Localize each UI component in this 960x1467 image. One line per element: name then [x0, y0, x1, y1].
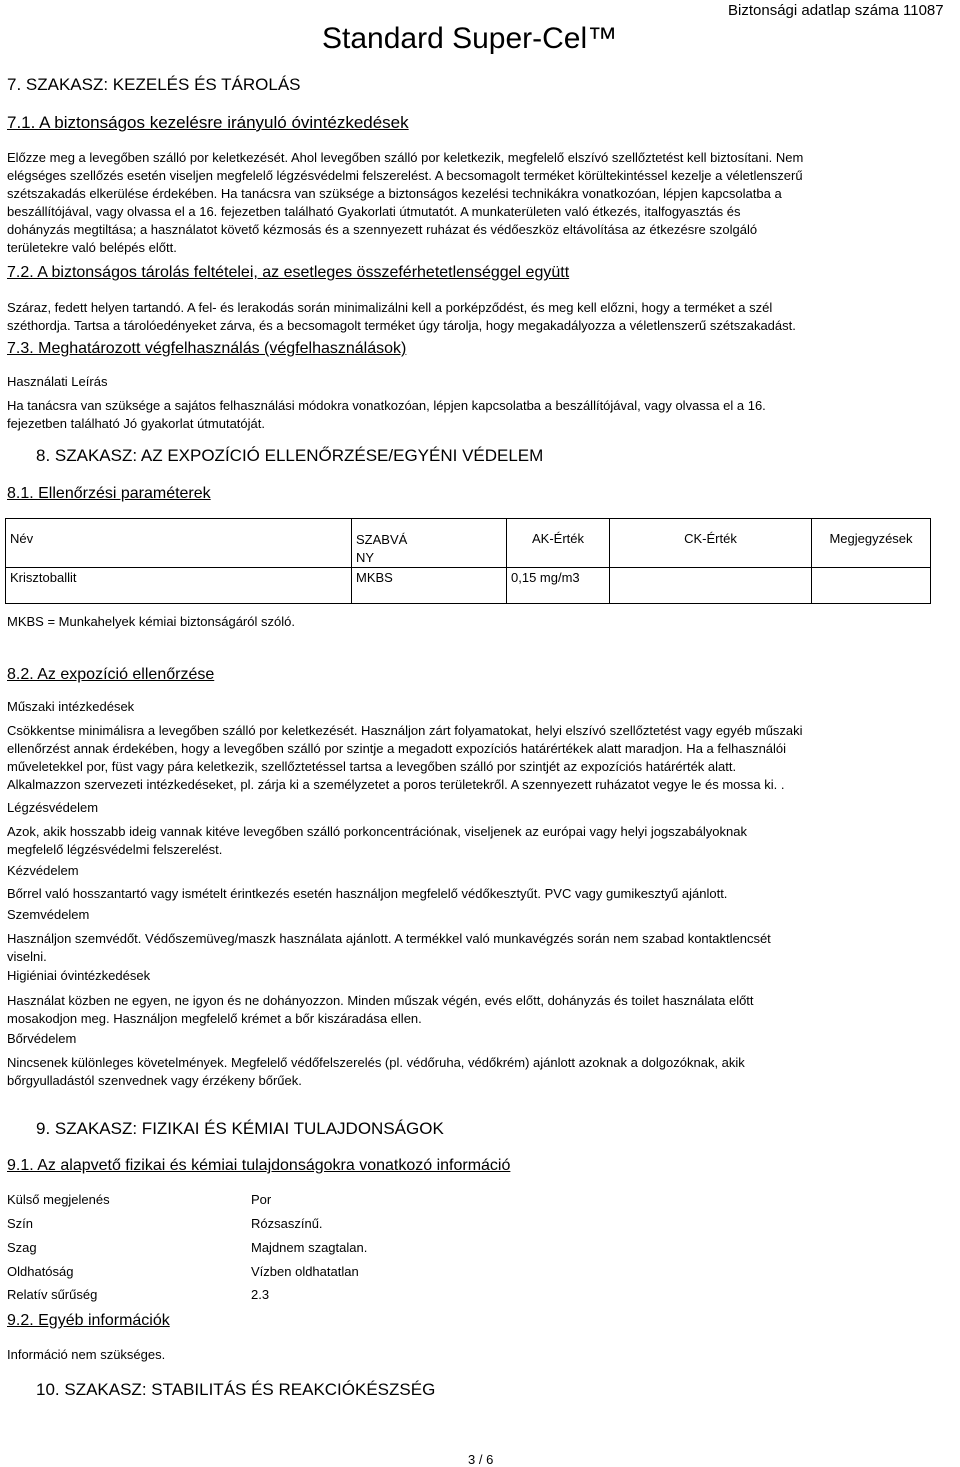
block-text: Használat közben ne egyen, ne igyon és ne dohányozzon. Minden műszak végén, evés előtt, dohányzás és toilet használata előtt mosakodjon meg. Használjon megfelelő krémet a bőr kiszáradása ellen.	[7, 993, 754, 1026]
section-9-2-text: Információ nem szükséges.	[7, 1347, 166, 1362]
block-label: Bőrvédelem	[7, 1031, 77, 1046]
table-header-cell: SZABVÁ NY	[352, 519, 507, 568]
section-8-1-title: 8.1. Ellenőrzési paraméterek	[7, 485, 211, 502]
section-7-1-text: Előzze meg a levegőben szálló por keletkezését. Ahol levegőben szálló por keletkezik, megfelelő elszívó szellőztetést kell biztosítani. Nem elégséges szellőzés esetén viseljen megfelelő légzésvédelmi felszerelést. A becsomagolt terméket körültekintéssel kezelje a véletlenszerű szétszakadás elkerülése érdekében. Ha tanácsra van szüksége a biztonságos kezelési technikákra vonatkozóan, lépjen kapcsolatba a beszállítójával, vagy olvassa el a 16. fejezetben található Gyakorlati útmutatót. A munkaterületen való étkezés, italfogyasztás és dohányzás megtiltása; a használatot követő kézmosás és a szennyezett ruházat és védőeszköz eltávolítása az étkezésre szolgáló területekre való belépés előtt.	[7, 150, 804, 255]
section-8-2-title: 8.2. Az expozíció ellenőrzése	[7, 666, 215, 683]
prop-value: Vízben oldhatatlan	[251, 1264, 359, 1279]
table-header-cell: CK-Érték	[610, 519, 812, 568]
section-10-title: 10. SZAKASZ: STABILITÁS ÉS REAKCIÓKÉSZSÉG	[36, 1380, 436, 1399]
table-cell: Krisztoballit	[6, 568, 352, 604]
table-row	[6, 568, 931, 604]
prop-label: Szín	[7, 1216, 34, 1231]
prop-label: Oldhatóság	[7, 1264, 74, 1279]
prop-value: Por	[251, 1192, 272, 1207]
block-label: Műszaki intézkedések	[7, 699, 135, 714]
section-7-2-text: Száraz, fedett helyen tartandó. A fel- és lerakodás során minimalizálni kell a porképződést, és meg kell előzni, hogy a terméket a szél széthordja. Tartsa a tárolóedényeket zárva, és a becsomagolt terméket úgy tárolja, hogy megakadályozza a véletlenszerű szétszakadást.	[7, 300, 796, 333]
block-label: Kézvédelem	[7, 863, 79, 878]
prop-value: Majdnem szagtalan.	[251, 1240, 368, 1255]
block-label: Szemvédelem	[7, 907, 90, 922]
prop-label: Külső megjelenés	[7, 1192, 110, 1207]
section-7-2-title: 7.2. A biztonságos tárolás feltételei, az esetleges összeférhetetlenséggel együtt	[7, 264, 570, 281]
section-7-1-title: 7.1. A biztonságos kezelésre irányuló óvintézkedések	[7, 113, 409, 132]
prop-value: 2.3	[251, 1287, 270, 1302]
prop-label: Szag	[7, 1240, 37, 1255]
section-8-title: 8. SZAKASZ: AZ EXPOZÍCIÓ ELLENŐRZÉSE/EGYÉNI VÉDELEM	[36, 446, 544, 465]
section-9-2-title: 9.2. Egyéb információk	[7, 1312, 170, 1329]
prop-label: Relatív sűrűség	[7, 1287, 98, 1302]
parameters-table	[5, 518, 931, 604]
table-cell: 0,15 mg/m3	[507, 568, 610, 604]
block-label: Légzésvédelem	[7, 800, 99, 815]
block-text: Csökkentse minimálisra a levegőben szálló por keletkezését. Használjon zárt folyamatokat, helyi elszívó szellőztetést vagy egyéb műszaki ellenőrzést annak érdekében, hogy a levegőben szálló por szintje a megadott expozíciós határértékek alatt maradjon. Ha a felhasználói műveletekkel por, füst vagy pára keletkezik, szellőztetéssel tartsa a levegőben szálló por szintjét az expozíciós határérték alatt. Alkalmazzon szervezeti intézkedéseket, pl. zárja ki a személyzetet a poros területekről. A szennyezett ruházatot vegye le és mossa ki. .	[7, 723, 803, 792]
table-header-row	[6, 519, 931, 568]
table-note: MKBS = Munkahelyek kémiai biztonságáról szóló.	[7, 614, 295, 629]
table-header-cell: Név	[6, 519, 352, 568]
block-text: Használjon szemvédőt. Védőszemüveg/maszk használata ajánlott. A termékkel való munkavégzés során nem szabad kontaktlencsét viselni.	[7, 931, 771, 964]
table-cell	[610, 568, 812, 604]
table-cell: MKBS	[352, 568, 507, 604]
section-7-3-text: Ha tanácsra van szüksége a sajátos felhasználási módokra vonatkozóan, lépjen kapcsolatba a beszállítójával, vagy olvassa el a 16. fejezetben található Jó gyakorlat útmutatóját.	[7, 398, 766, 431]
sds-label: Biztonsági adatlap száma	[728, 2, 899, 19]
block-text: Bőrrel való hosszantartó vagy ismételt érintkezés esetén használjon megfelelő védőkesztyűt. PVC vagy gumikesztyű ajánlott.	[7, 886, 728, 901]
section-9-1-title: 9.1. Az alapvető fizikai és kémiai tulajdonságokra vonatkozó információ	[7, 1157, 511, 1174]
table-header-cell: Megjegyzések	[812, 519, 931, 568]
block-text: Nincsenek különleges követelmények. Megfelelő védőfelszerelés (pl. védőruha, védőkrém) ajánlott azoknak a dolgozóknak, akik bőrgyulladástól szenvednek vagy érzékeny bőrűek.	[7, 1055, 745, 1088]
table-header-cell: AK-Érték	[507, 519, 610, 568]
block-text: Azok, akik hosszabb ideig vannak kitéve levegőben szálló porkoncentrációnak, viseljenek az európai vagy helyi jogszabályoknak megfelelő légzésvédelmi felszerelést.	[7, 824, 747, 857]
table-cell	[812, 568, 931, 604]
product-name: Standard Super-Cel™	[322, 22, 618, 55]
section-7-3-title: 7.3. Meghatározott végfelhasználás (végfelhasználások)	[7, 340, 407, 357]
sds-number: 11087	[903, 2, 944, 19]
page-number: 3 / 6	[468, 1452, 494, 1467]
usage-label: Használati Leírás	[7, 374, 108, 389]
section-9-title: 9. SZAKASZ: FIZIKAI ÉS KÉMIAI TULAJDONSÁGOK	[36, 1119, 444, 1138]
block-label: Higiéniai óvintézkedések	[7, 968, 151, 983]
section-7-title: 7. SZAKASZ: KEZELÉS ÉS TÁROLÁS	[7, 75, 301, 94]
prop-value: Rózsaszínű.	[251, 1216, 323, 1231]
